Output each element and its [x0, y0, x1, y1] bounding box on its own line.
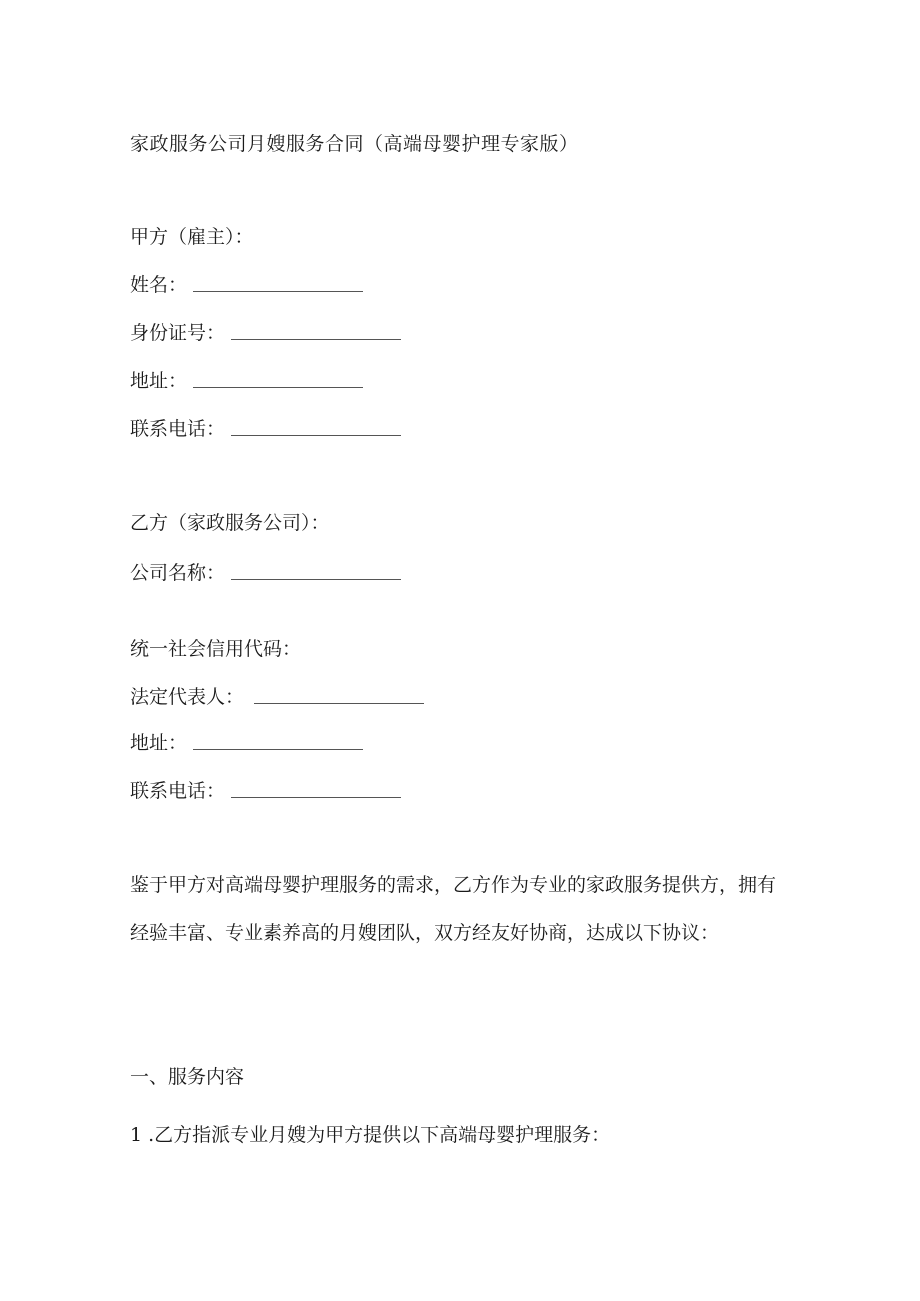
party-b-company-field: [130, 560, 401, 586]
party-a-phone-field: [130, 416, 401, 442]
party-b-address-label: 地址：: [130, 732, 188, 754]
party-a-name-blank: [193, 290, 363, 292]
section-1-item-1: 1 .乙方指派专业月嫂为甲方提供以下高端母婴护理服务：: [130, 1124, 611, 1146]
party-b-phone-label: 联系电话：: [130, 780, 226, 802]
intro-paragraph: 鉴于甲方对高端母婴护理服务的需求，乙方作为专业的家政服务提供方，拥有经验丰富、专业素养高的月嫂团队，双方经友好协商，达成以下协议：: [130, 874, 777, 944]
party-a-address-label: 地址：: [130, 370, 188, 392]
party-a-address-blank: [193, 386, 363, 388]
party-b-representative-blank: [254, 702, 424, 704]
party-a-id-label: 身份证号：: [130, 322, 226, 344]
document-title: 家政服务公司月嫂服务合同（高端母婴护理专家版）: [130, 133, 579, 155]
party-a-name-label: 姓名：: [130, 274, 188, 296]
party-b-phone-field: [130, 778, 401, 804]
party-a-id-field: [130, 320, 401, 346]
party-b-representative-label: 法定代表人：: [130, 686, 245, 708]
party-a-name-field: [130, 272, 363, 298]
party-a-id-blank: [231, 338, 401, 340]
party-a-phone-blank: [231, 434, 401, 436]
section-1-heading: 一、服务内容: [130, 1066, 245, 1088]
party-a-heading: 甲方（雇主）：: [130, 226, 254, 248]
party-b-heading: 乙方（家政服务公司）：: [130, 512, 330, 534]
party-b-address-blank: [193, 748, 363, 750]
party-b-company-label: 公司名称：: [130, 562, 226, 584]
party-b-representative-field: [130, 684, 424, 710]
party-a-address-field: [130, 368, 363, 394]
party-a-phone-label: 联系电话：: [130, 418, 226, 440]
party-b-phone-blank: [231, 796, 401, 798]
party-b-address-field: [130, 730, 363, 756]
party-b-credit-code-label: 统一社会信用代码：: [130, 638, 302, 660]
party-b-company-blank: [231, 578, 401, 580]
